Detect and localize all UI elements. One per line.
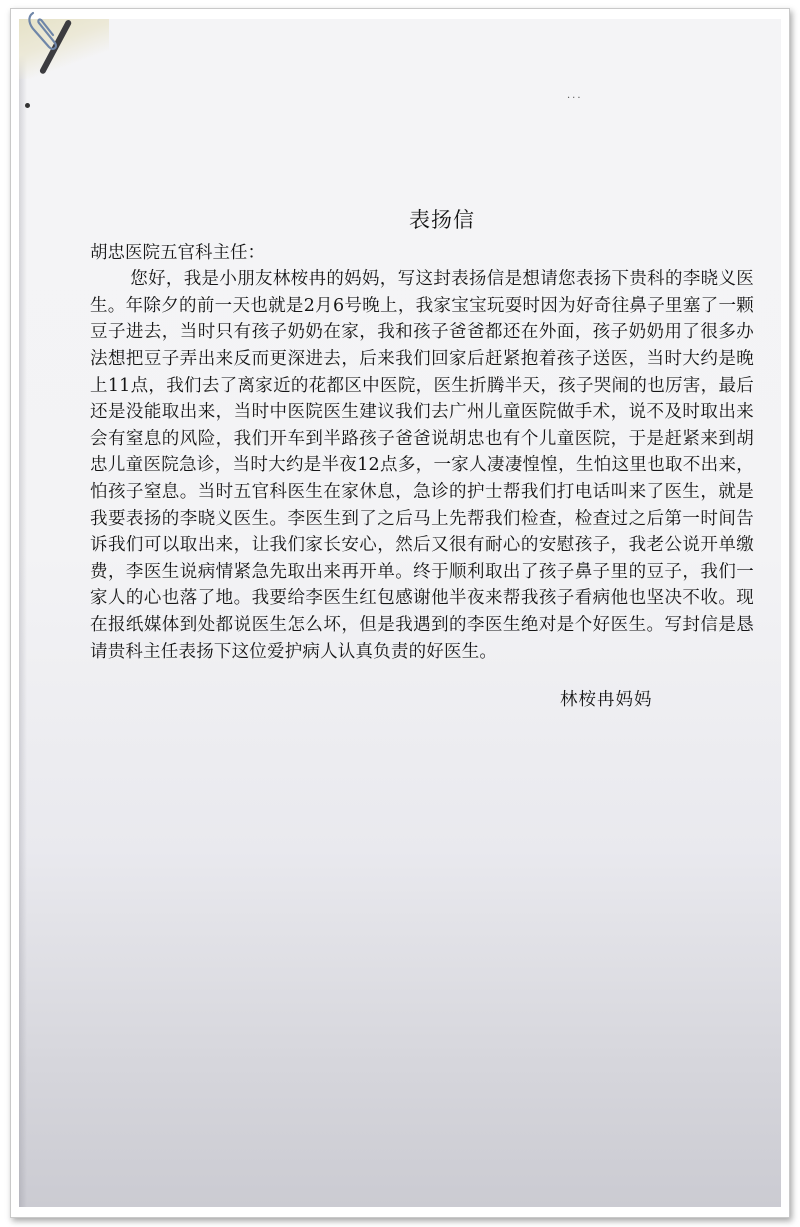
paper-sheet — [19, 19, 781, 1207]
letter-salutation: 胡忠医院五官科主任： — [90, 242, 265, 263]
paper-shadow-edge — [19, 19, 27, 1207]
letter-body: 您好，我是小朋友林桉冉的妈妈，写这封表扬信是想请您表扬下贵科的李晓义医生。年除夕的前一天也就是2月6号晚上，我家宝宝玩耍时因为好奇往鼻子里塞了一颗豆子进去，当时只有孩子奶奶在家，我和孩子爸爸都还在外面，孩子奶奶用了很多办法想把豆子弄出来反而更深进去，后来我们回家后赶紧抱着孩子送医，当时大约是晚上11点，我们去了离家近的花都区中医院，医生折腾半天，孩子哭闹的也厉害，最后还是没能取出来，当时中医院医生建议我们去广州儿童医院做手术，说不及时取出来会有窒息的风险，我们开车到半路孩子爸爸说胡忠也有个儿童医院，于是赶紧来到胡忠儿童医院急诊，当时大约是半夜12点多，一家人凄凄惶惶，生怕这里也取不出来，怕孩子窒息。当时五官科医生在家休息，急诊的护士帮我们打电话叫来了医生，就是我要表扬的李晓义医生。李医生到了之后马上先帮我们检查，检查过之后第一时间告诉我们可以取出来，让我们家长安心，然后又很有耐心的安慰孩子，我老公说开单缴费，李医生说病情紧急先取出来再开单。终于顺利取出了孩子鼻子里的豆子，我们一家人的心也落了地。我要给李医生红包感谢他半夜来帮我孩子看病他也坚决不收。现在报纸媒体到处都说医生怎么坏，但是我遇到的李医生绝对是个好医生。写封信是恳请贵科主任表扬下这位爱护病人认真负责的好医生。 — [90, 269, 754, 662]
letter-title: 表扬信 — [409, 208, 475, 232]
letter — [90, 207, 754, 710]
photo-frame — [10, 8, 790, 1218]
ink-dot — [25, 103, 30, 108]
paperclip-icon — [25, 9, 61, 53]
letter-signature: 林桉冉妈妈 — [560, 690, 653, 710]
faint-marks: ·‧· — [567, 93, 583, 104]
